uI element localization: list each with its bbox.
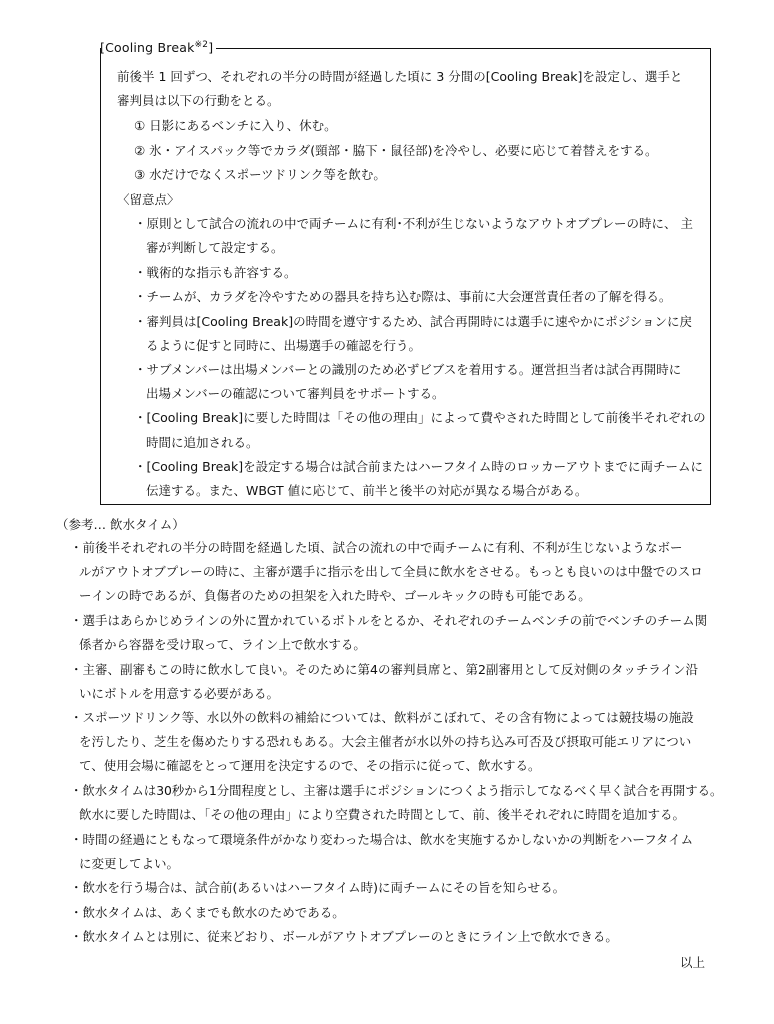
reference-heading: （参考… 飲水タイム） [56, 517, 185, 532]
reference-line: ・飲水タイムとは別に、従来どおり、ボールがアウトオブプレーのときにライン上で飲水できる。 [70, 929, 618, 944]
reference-line: ーインの時であるが、負傷者のための担架を入れた時や、ゴールキックの時も可能である。 [79, 588, 591, 603]
action-item: ① 日影にあるベンチに入り、休む。 [134, 118, 337, 133]
title-close: ] [208, 40, 214, 55]
reference-line: ・飲水タイムは30秒から1分間程度とし、主審は選手にポジションにつくよう指示してなるべく早く試合を再開する。 [70, 783, 723, 798]
reference-line: ・スポーツドリンク等、水以外の飲料の補給については、飲料がこぼれて、その含有物によっては競技場の施設 [70, 710, 694, 725]
reference-line: 飲水に要した時間は、「その他の理由」により空費された時間として、前、後半それぞれに時間を追加する。 [79, 807, 686, 822]
reference-line: ・時間の経過にともなって環境条件がかなり変わった場合は、飲水を実施するかしないかの判断をハーフタイム [70, 832, 694, 847]
action-item: ② 氷・アイスパック等でカラダ(頸部・脇下・鼠径部)を冷やし、必要に応じて着替えをする。 [134, 143, 658, 158]
note-line: 時間に追加される。 [146, 435, 259, 450]
reference-line: ・飲水を行う場合は、試合前(あるいはハーフタイム時)に両チームにその旨を知らせる。 [70, 880, 566, 895]
note-line: ・サブメンバーは出場メンバーとの識別のため必ずビブスを着用する。運営担当者は試合再開時に [134, 362, 682, 377]
reference-line: を汚したり、芝生を傷めたりする恐れもある。大会主催者が水以外の持ち込み可否及び摂取可能エリアについ [79, 734, 692, 749]
note-line: 審が判断して設定する。 [146, 240, 284, 255]
reference-line: ・主審、副審もこの時に飲水して良い。そのために第4の審判員席と、第2副審用として反対側のタッチライン沿 [70, 662, 699, 677]
closing-mark: 以上 [680, 955, 706, 970]
note-line: ・原則として試合の流れの中で両チームに有利･不利が生じないようなアウトオブプレーの時に、 主 [134, 216, 693, 231]
note-line: ・チームが、カラダを冷やすための器具を持ち込む際は、事前に大会運営責任者の了解を得る。 [134, 289, 672, 304]
note-line: 伝達する。また、WBGT 値に応じて、前半と後半の対応が異なる場合がある。 [146, 483, 588, 498]
intro-line: 前後半 1 回ずつ、それぞれの半分の時間が経過した頃に 3 分間の[Cooling Break]を設定し、選手と [117, 69, 683, 84]
reference-line: に変更してよい。 [79, 856, 180, 871]
reference-line: いにボトルを用意する必要がある。 [79, 686, 280, 701]
note-line: ・[Cooling Break]に要した時間は「その他の理由」によって費やされた時間として前後半それぞれの [134, 410, 706, 425]
note-line: 出場メンバーの確認について審判員をサポートする。 [146, 386, 445, 401]
reference-line: ・飲水タイムは、あくまでも飲水のためである。 [70, 905, 345, 920]
title-text: [Cooling Break [100, 40, 195, 55]
note-line: ・審判員は[Cooling Break]の時間を遵守するため、試合再開時には選手に速やかにポジションに戻 [134, 314, 693, 329]
note-line: ・戦術的な指示も許容する。 [134, 265, 297, 280]
reference-line: ・選手はあらかじめラインの外に置かれているボトルをとるか、それぞれのチームベンチの前でベンチのチーム関 [70, 613, 708, 628]
action-item: ③ 水だけでなくスポーツドリンク等を飲む。 [134, 167, 386, 182]
reference-line: ・前後半それぞれの半分の時間を経過した頃、試合の流れの中で両チームに有利、不利が生じないようなボー [70, 540, 683, 555]
notes-heading: 〈留意点〉 [117, 192, 180, 207]
reference-line: て、使用会場に確認をとって運用を決定するので、その指示に従って、飲水する。 [79, 758, 541, 773]
reference-line: ルがアウトオブプレーの時に、主審が選手に指示を出して全員に飲水をさせる。もっとも良いのは中盤でのスロ [79, 564, 703, 579]
note-line: ・[Cooling Break]を設定する場合は試合前またはハーフタイム時のロッカーアウトまでに両チームに [134, 459, 703, 474]
note-line: るように促すと同時に、出場選手の確認を行う。 [146, 338, 422, 353]
reference-line: 係者から容器を受け取って、ライン上で飲水する。 [79, 637, 366, 652]
intro-line: 審判員は以下の行動をとる。 [117, 93, 280, 108]
footnote-marker: ※2 [194, 40, 209, 50]
